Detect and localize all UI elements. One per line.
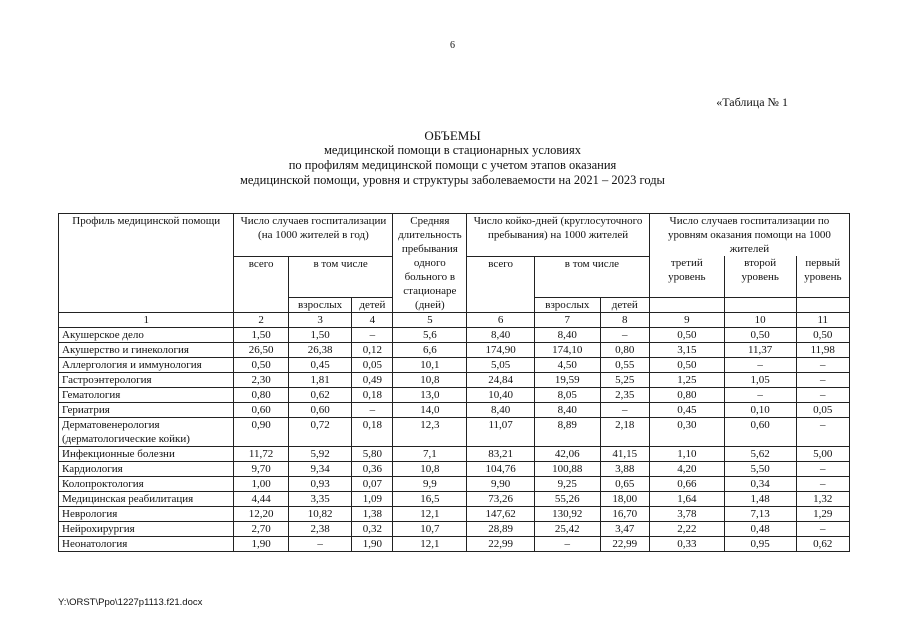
value-cell: 0,65 [600,477,649,492]
value-cell: 0,50 [724,328,796,343]
header-profile: Профиль медицинской помощи [59,214,234,313]
table-row [59,507,850,522]
value-cell: 1,50 [288,328,352,343]
value-cell: 10,8 [393,462,467,477]
header-including: в том числе [288,256,393,298]
header-cases: Число случаев госпитализации (на 1000 жителей в год) [234,214,393,257]
profile-cell: Неврология [59,507,234,522]
value-cell: – [796,388,849,403]
value-cell: 174,90 [467,343,535,358]
heading-line: по профилям медицинской помощи с учетом этапов оказания [288,158,617,172]
value-cell: 0,60 [724,418,796,447]
profile-cell: Гастроэнтерология [59,373,234,388]
header-adults: взрослых [534,298,600,313]
value-cell: 0,50 [649,358,724,373]
value-cell: 18,00 [600,492,649,507]
column-number: 10 [724,313,796,328]
value-cell: 1,29 [796,507,849,522]
value-cell: 0,12 [352,343,393,358]
value-cell: 8,89 [534,418,600,447]
table-row [59,343,850,358]
value-cell: 8,40 [467,328,535,343]
value-cell: 0,50 [796,328,849,343]
table-row [59,418,850,447]
value-cell: 0,48 [724,522,796,537]
header-levels: Число случаев госпитализации по уровням оказания помощи на 1000 жителей [649,214,849,257]
value-cell: 8,40 [467,403,535,418]
value-cell: 2,18 [600,418,649,447]
profile-cell: Нейрохирургия [59,522,234,537]
value-cell: – [534,537,600,552]
table-row [59,358,850,373]
header-including: в том числе [534,256,649,298]
value-cell: 10,82 [288,507,352,522]
header-first-level: первый уровень [796,256,849,298]
table-body [59,328,850,552]
header-children: детей [352,298,393,313]
value-cell: 9,34 [288,462,352,477]
profile-cell: Гериатрия [59,403,234,418]
volumes-table [58,213,850,552]
value-cell: 0,05 [796,403,849,418]
value-cell: – [288,537,352,552]
value-cell: 10,1 [393,358,467,373]
value-cell: 28,89 [467,522,535,537]
column-number: 8 [600,313,649,328]
value-cell: 8,05 [534,388,600,403]
value-cell: 8,40 [534,328,600,343]
value-cell: 8,40 [534,403,600,418]
column-numbers-row [59,313,850,328]
value-cell: 0,66 [649,477,724,492]
table-row [59,388,850,403]
value-cell: 1,10 [649,447,724,462]
value-cell: 11,37 [724,343,796,358]
value-cell: – [724,358,796,373]
value-cell: 25,42 [534,522,600,537]
column-number: 9 [649,313,724,328]
value-cell: – [796,522,849,537]
column-number: 7 [534,313,600,328]
header-third-level: третий уровень [649,256,724,298]
value-cell: 2,70 [234,522,288,537]
column-number: 2 [234,313,288,328]
value-cell: – [796,477,849,492]
value-cell: 22,99 [600,537,649,552]
value-cell: 1,00 [234,477,288,492]
value-cell: 100,88 [534,462,600,477]
value-cell: 7,13 [724,507,796,522]
value-cell: – [796,462,849,477]
value-cell: 2,38 [288,522,352,537]
table-row [59,462,850,477]
value-cell: 2,30 [234,373,288,388]
value-cell: 1,90 [352,537,393,552]
value-cell: 0,50 [649,328,724,343]
heading-line: медицинской помощи в стационарных условиях [324,143,581,157]
value-cell: 16,5 [393,492,467,507]
value-cell: 0,45 [288,358,352,373]
value-cell: 0,62 [796,537,849,552]
value-cell: 10,8 [393,373,467,388]
value-cell: 24,84 [467,373,535,388]
value-cell: 0,18 [352,418,393,447]
value-cell: 0,36 [352,462,393,477]
value-cell: 1,38 [352,507,393,522]
value-cell: 10,40 [467,388,535,403]
value-cell: 5,05 [467,358,535,373]
value-cell: 1,64 [649,492,724,507]
table-reference: «Таблица № 1 [716,95,788,109]
value-cell: 2,22 [649,522,724,537]
value-cell: 41,15 [600,447,649,462]
value-cell: 5,92 [288,447,352,462]
value-cell: 0,34 [724,477,796,492]
value-cell: 0,60 [234,403,288,418]
column-number: 3 [288,313,352,328]
value-cell: 174,10 [534,343,600,358]
value-cell: 83,21 [467,447,535,462]
value-cell: 0,18 [352,388,393,403]
value-cell: 16,70 [600,507,649,522]
profile-cell: Акушерское дело [59,328,234,343]
value-cell: 6,6 [393,343,467,358]
value-cell: – [796,358,849,373]
value-cell: 0,32 [352,522,393,537]
value-cell: 12,1 [393,537,467,552]
value-cell: 26,50 [234,343,288,358]
profile-cell: Аллергология и иммунология [59,358,234,373]
table-row [59,477,850,492]
value-cell: 9,25 [534,477,600,492]
value-cell: 12,3 [393,418,467,447]
value-cell: 0,50 [234,358,288,373]
value-cell: 4,44 [234,492,288,507]
value-cell: 5,25 [600,373,649,388]
value-cell: 0,72 [288,418,352,447]
value-cell: 0,33 [649,537,724,552]
value-cell: 22,99 [467,537,535,552]
value-cell: 5,62 [724,447,796,462]
header-total: всего [467,256,535,313]
value-cell: – [600,328,649,343]
value-cell: 1,50 [234,328,288,343]
value-cell: 0,49 [352,373,393,388]
value-cell: 3,88 [600,462,649,477]
value-cell: – [724,388,796,403]
table-row [59,492,850,507]
value-cell: 11,72 [234,447,288,462]
column-number: 1 [59,313,234,328]
profile-cell: Гематология [59,388,234,403]
table-row [59,403,850,418]
table-row [59,447,850,462]
value-cell: – [352,403,393,418]
header-children: детей [600,298,649,313]
value-cell: 0,05 [352,358,393,373]
value-cell: 0,80 [234,388,288,403]
profile-cell: Инфекционные болезни [59,447,234,462]
value-cell: 26,38 [288,343,352,358]
page-number: 6 [450,40,455,51]
profile-cell: Медицинская реабилитация [59,492,234,507]
value-cell: 73,26 [467,492,535,507]
value-cell: 55,26 [534,492,600,507]
value-cell: 10,7 [393,522,467,537]
value-cell: 0,10 [724,403,796,418]
value-cell: 11,98 [796,343,849,358]
value-cell: 0,93 [288,477,352,492]
header-avg-stay: Средняя длительность пребывания одного больного в стационаре (дней) [393,214,467,313]
value-cell: 0,55 [600,358,649,373]
header-second-level: второй уровень [724,256,796,298]
value-cell: 11,07 [467,418,535,447]
value-cell: 3,15 [649,343,724,358]
value-cell: 2,35 [600,388,649,403]
value-cell: 0,60 [288,403,352,418]
value-cell: 0,80 [600,343,649,358]
value-cell: 3,47 [600,522,649,537]
value-cell: 13,0 [393,388,467,403]
header-bed-days: Число койко-дней (круглосуточного пребывания) на 1000 жителей [467,214,650,257]
value-cell: 9,70 [234,462,288,477]
table-row [59,328,850,343]
value-cell: 4,50 [534,358,600,373]
value-cell: 1,90 [234,537,288,552]
value-cell: 0,90 [234,418,288,447]
header-adults: взрослых [288,298,352,313]
value-cell: 0,80 [649,388,724,403]
value-cell: 147,62 [467,507,535,522]
column-number: 11 [796,313,849,328]
value-cell: 3,35 [288,492,352,507]
profile-cell: Кардиология [59,462,234,477]
column-number: 4 [352,313,393,328]
value-cell: 14,0 [393,403,467,418]
column-number: 6 [467,313,535,328]
profile-cell: Дерматовенерология (дерматологические койки) [59,418,234,447]
profile-cell: Акушерство и гинекология [59,343,234,358]
value-cell: – [352,328,393,343]
value-cell: 1,05 [724,373,796,388]
value-cell: 1,09 [352,492,393,507]
value-cell: 42,06 [534,447,600,462]
value-cell: 0,07 [352,477,393,492]
value-cell: 1,81 [288,373,352,388]
header-total: всего [234,256,288,313]
value-cell: 12,20 [234,507,288,522]
value-cell: 130,92 [534,507,600,522]
value-cell: 104,76 [467,462,535,477]
value-cell: 0,30 [649,418,724,447]
heading-title: ОБЪЕМЫ [424,128,481,143]
profile-cell: Колопроктология [59,477,234,492]
value-cell: 0,62 [288,388,352,403]
file-path-footer: Y:\ORST\Ppo\1227p1113.f21.docx [58,597,203,608]
value-cell: – [600,403,649,418]
document-heading [0,128,905,188]
value-cell: 3,78 [649,507,724,522]
value-cell: 9,9 [393,477,467,492]
value-cell: 19,59 [534,373,600,388]
value-cell: 0,45 [649,403,724,418]
table-row [59,522,850,537]
column-number: 5 [393,313,467,328]
value-cell: – [796,418,849,447]
value-cell: 12,1 [393,507,467,522]
value-cell: 5,50 [724,462,796,477]
value-cell: 1,48 [724,492,796,507]
value-cell: 1,25 [649,373,724,388]
value-cell: 4,20 [649,462,724,477]
table-row [59,537,850,552]
value-cell: 0,95 [724,537,796,552]
profile-cell: Неонатология [59,537,234,552]
value-cell: 5,00 [796,447,849,462]
table-row [59,373,850,388]
value-cell: 5,6 [393,328,467,343]
value-cell: 1,32 [796,492,849,507]
value-cell: 9,90 [467,477,535,492]
heading-line: медицинской помощи, уровня и структуры заболеваемости на 2021 – 2023 годы [240,173,665,187]
value-cell: 7,1 [393,447,467,462]
value-cell: – [796,373,849,388]
value-cell: 5,80 [352,447,393,462]
